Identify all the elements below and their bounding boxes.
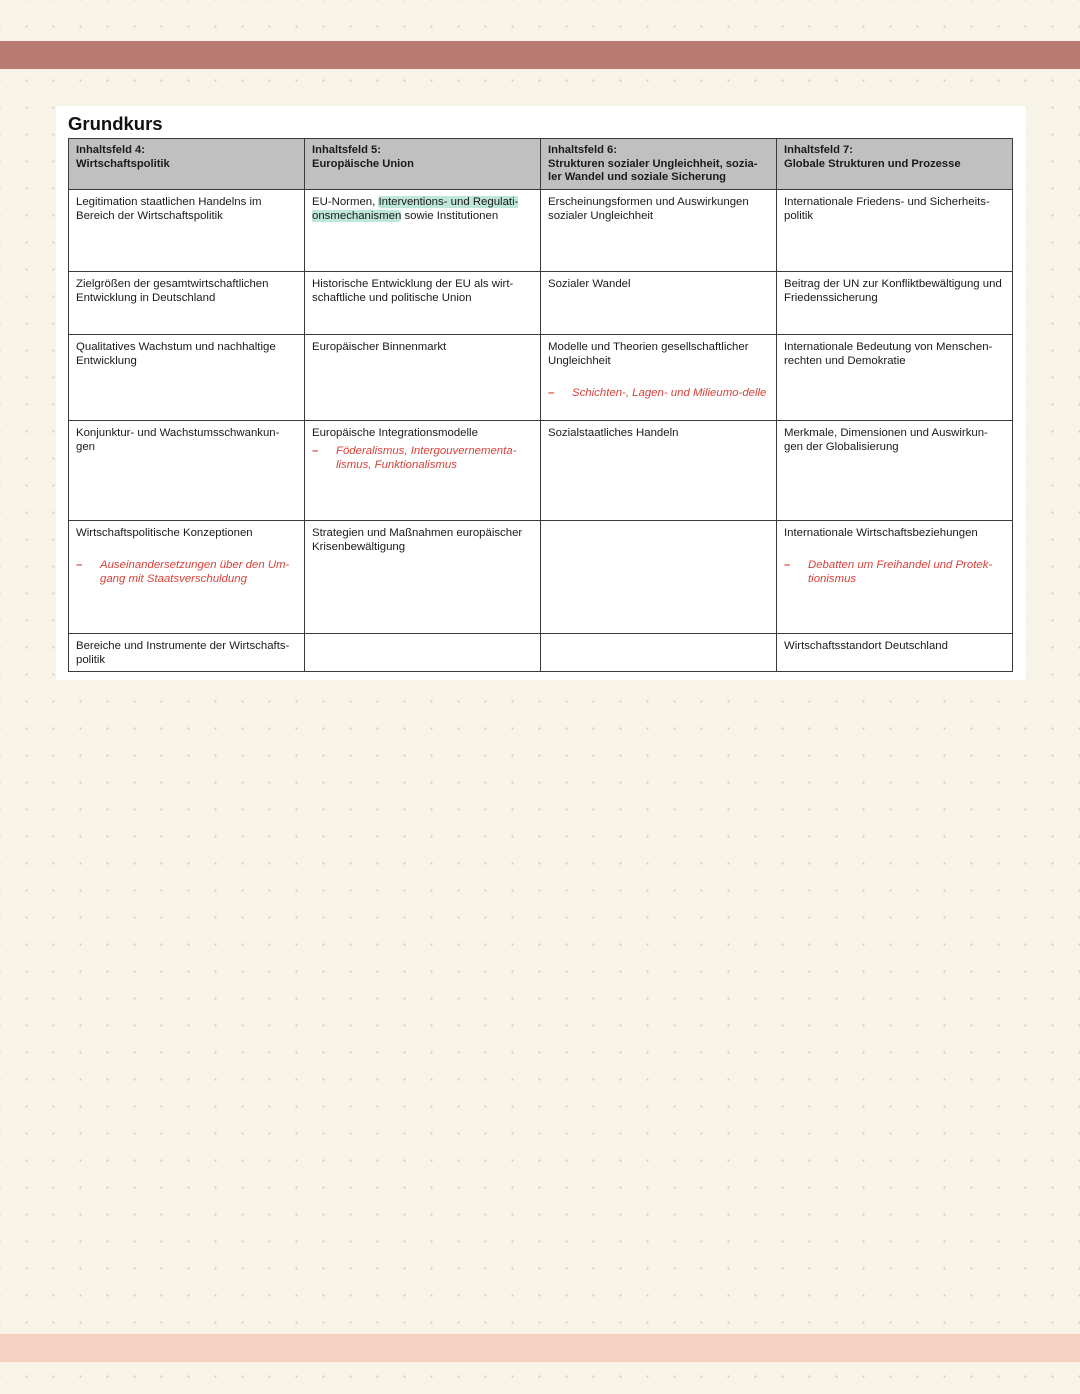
cell-text: Sozialer Wandel (548, 277, 631, 290)
header-number: Inhaltsfeld 6: (548, 144, 617, 156)
table-row (69, 633, 1013, 671)
table-cell (305, 633, 541, 671)
cell-text: Legitimation staatlichen Handelns im Bereich der Wirtschaftspolitik (76, 195, 262, 222)
cell-text-post: sowie Institutionen (401, 209, 499, 222)
table-cell (777, 520, 1013, 633)
cell-text: Internationale Bedeutung von Menschen-rechten und Demokratie (784, 340, 993, 367)
table-cell (541, 520, 777, 633)
cell-text: Sozialstaatliches Handeln (548, 426, 679, 439)
table-cell (777, 334, 1013, 420)
header-topic: Europäische Union (312, 157, 414, 170)
table-cell (541, 271, 777, 334)
table-cell (69, 271, 305, 334)
table-cell (69, 420, 305, 520)
note-text: Föderalismus, Intergouvernementa-lismus, Funktionalismus (336, 444, 517, 471)
bullet-note (548, 386, 769, 400)
dash-bullet: – (784, 558, 791, 571)
bullet-note (312, 444, 533, 472)
cell-text: Konjunktur- und Wachstumsschwankun-gen (76, 426, 280, 453)
table-cell (69, 189, 305, 271)
table-cell (305, 520, 541, 633)
highlighted-text: Interventions- und Regulati-onsmechanismen (312, 195, 519, 222)
table-cell (69, 520, 305, 633)
table-row (69, 334, 1013, 420)
header-number: Inhaltsfeld 5: (312, 144, 381, 156)
page-title: Grundkurs (68, 113, 163, 134)
header-topic: Globale Strukturen und Prozesse (784, 157, 961, 170)
header-number: Inhaltsfeld 4: (76, 144, 145, 156)
table-cell (777, 271, 1013, 334)
header-topic: Strukturen sozialer Ungleichheit, sozia-ler Wandel und soziale Sicherung (548, 157, 758, 183)
cell-text: Strategien und Maßnahmen europäischer Krisenbewältigung (312, 526, 523, 553)
table-row (69, 520, 1013, 633)
header-inhaltsfeld-7 (777, 139, 1013, 190)
note-text: Debatten um Freihandel und Protek-tionismus (808, 558, 993, 585)
top-color-band (0, 41, 1080, 69)
table-cell (777, 633, 1013, 671)
cell-text: Modelle und Theorien gesellschaftlicher Ungleichheit (548, 340, 749, 367)
dash-bullet: – (76, 558, 83, 571)
table-cell (777, 420, 1013, 520)
cell-text: Wirtschaftspolitische Konzeptionen (76, 526, 253, 539)
header-number: Inhaltsfeld 7: (784, 144, 853, 156)
dash-bullet: – (548, 386, 555, 399)
cell-text: Europäischer Binnenmarkt (312, 340, 447, 353)
table-cell (541, 189, 777, 271)
bottom-color-band (0, 1334, 1080, 1362)
cell-text: Historische Entwicklung der EU als wirt-schaftliche und politische Union (312, 277, 514, 304)
table-cell (305, 189, 541, 271)
cell-text: Merkmale, Dimensionen und Auswirkun-gen der Globalisierung (784, 426, 988, 453)
note-text: Schichten-, Lagen- und Milieumo-delle (572, 386, 767, 399)
header-topic: Wirtschaftspolitik (76, 157, 170, 170)
table-cell (541, 420, 777, 520)
table-cell (541, 633, 777, 671)
cell-text: Internationale Friedens- und Sicherheits-politik (784, 195, 990, 222)
note-text: Auseinandersetzungen über den Um-gang mit Staatsverschuldung (100, 558, 290, 585)
header-inhaltsfeld-6 (541, 139, 777, 190)
cell-text (312, 195, 533, 223)
table-cell (305, 420, 541, 520)
cell-text-pre: EU-Normen, (312, 195, 379, 208)
cell-text: Qualitatives Wachstum und nachhaltige Entwicklung (76, 340, 276, 367)
bullet-note (784, 558, 1005, 586)
table-cell (69, 633, 305, 671)
cell-text: Europäische Integrationsmodelle (312, 426, 478, 439)
table-row (69, 189, 1013, 271)
cell-text: Beitrag der UN zur Konfliktbewältigung und Friedenssicherung (784, 277, 1002, 304)
curriculum-table (68, 138, 1013, 672)
table-cell (69, 334, 305, 420)
bullet-note (76, 558, 297, 586)
table-row (69, 271, 1013, 334)
table-header-row (69, 139, 1013, 190)
header-inhaltsfeld-5 (305, 139, 541, 190)
cell-text: Zielgrößen der gesamtwirtschaftlichen Entwicklung in Deutschland (76, 277, 269, 304)
table-cell (305, 271, 541, 334)
dash-bullet: – (312, 444, 319, 457)
header-inhaltsfeld-4 (69, 139, 305, 190)
table-cell (541, 334, 777, 420)
cell-text: Internationale Wirtschaftsbeziehungen (784, 526, 978, 539)
cell-text: Erscheinungsformen und Auswirkungen sozialer Ungleichheit (548, 195, 749, 222)
cell-text: Bereiche und Instrumente der Wirtschafts-politik (76, 639, 290, 666)
cell-text: Wirtschaftsstandort Deutschland (784, 639, 948, 652)
table-cell (305, 334, 541, 420)
table-cell (777, 189, 1013, 271)
table-row (69, 420, 1013, 520)
